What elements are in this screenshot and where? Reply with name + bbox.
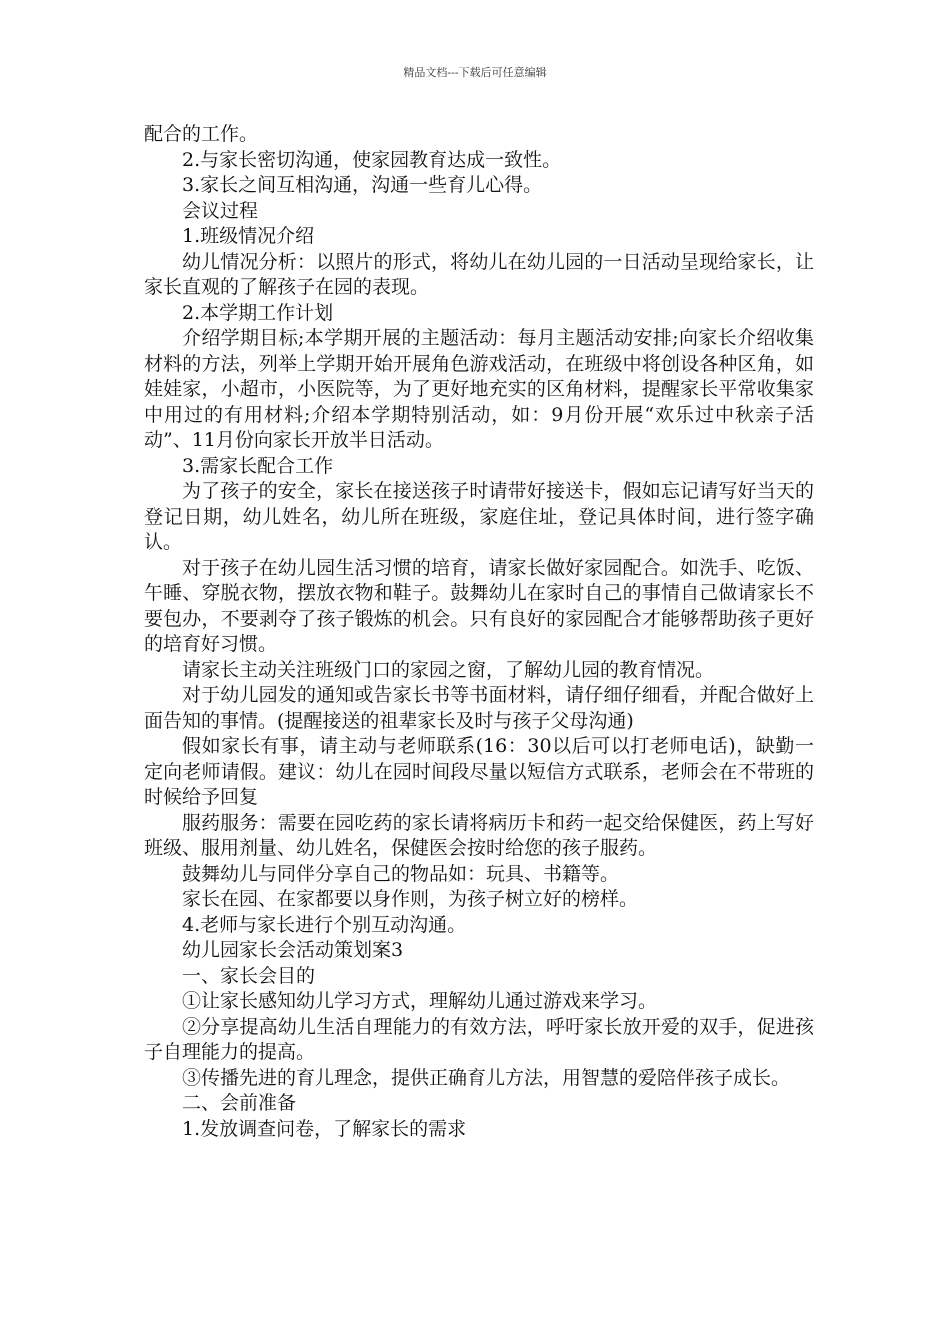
paragraph: 1.发放调查问卷，了解家长的需求 xyxy=(182,1117,467,1140)
paragraph: ②分享提高幼儿生活自理能力的有效方法，呼吁家长放开爱的双手，促进孩子自理能力的提高。 xyxy=(144,1015,814,1063)
paragraph: 假如家长有事，请主动与老师联系(16：30以后可以打老师电话)，缺勤一定向老师请假。建议：幼儿在园时间段尽量以短信方式联系，老师会在不带班的时候给予回复 xyxy=(144,735,814,808)
document-body xyxy=(144,122,814,1142)
section-heading: 会议过程 xyxy=(182,199,259,222)
paragraph: 幼儿情况分析：以照片的形式，将幼儿在幼儿园的一日活动呈现给家长，让家长直观的了解孩子在园的表现。 xyxy=(144,250,814,298)
paragraph: 1.班级情况介绍 xyxy=(182,225,315,247)
section-heading: 幼儿园家长会活动策划案3 xyxy=(182,939,404,961)
paragraph: 鼓舞幼儿与同伴分享自己的物品如：玩具、书籍等。 xyxy=(182,862,620,885)
paragraph: 3.需家长配合工作 xyxy=(182,454,334,477)
paragraph: ①让家长感知幼儿学习方式，理解幼儿通过游戏来学习。 xyxy=(182,990,658,1012)
paragraph: 2.本学期工作计划 xyxy=(182,301,334,324)
paragraph: 对于孩子在幼儿园生活习惯的培育，请家长做好家园配合。如洗手、吃饭、午睡、穿脱衣物，摆放衣物和鞋子。鼓舞幼儿在家时自己的事情自己做请家长不要包办，不要剥夺了孩子锻炼的机会。只有良好的家园配合才能够帮助孩子更好的培育好习惯。 xyxy=(144,556,814,655)
paragraph: 3.家长之间互相沟通，沟通一些育儿心得。 xyxy=(182,174,543,196)
paragraph: 介绍学期目标;本学期开展的主题活动：每月主题活动安排;向家长介绍收集材料的方法，列举上学期开始开展角色游戏活动，在班级中将创设各种区角，如娃娃家，小超市，小医院等，为了更好地充实的区角材料，提醒家长平常收集家中用过的有用材料;介绍本学期特别活动，如：9月份开展“欢乐过中秋亲子活动”、11月份向家长开放半日活动。 xyxy=(144,327,814,451)
paragraph: 请家长主动关注班级门口的家园之窗，了解幼儿园的教育情况。 xyxy=(182,658,715,681)
section-heading: 一、家长会目的 xyxy=(182,964,316,987)
page-header: 精品文档---下载后可任意编辑 xyxy=(403,66,547,79)
paragraph: 配合的工作。 xyxy=(144,123,259,145)
paragraph: 服药服务：需要在园吃药的家长请将病历卡和药一起交给保健医，药上写好班级、服用剂量、幼儿姓名，保健医会按时给您的孩子服药。 xyxy=(144,811,814,859)
section-heading: 二、会前准备 xyxy=(182,1092,297,1114)
paragraph: 为了孩子的安全，家长在接送孩子时请带好接送卡，假如忘记请写好当天的登记日期，幼儿姓名，幼儿所在班级，家庭住址，登记具体时间，进行签字确认。 xyxy=(144,480,814,553)
paragraph: ③传播先进的育儿理念，提供正确育儿方法，用智慧的爱陪伴孩子成长。 xyxy=(182,1066,791,1089)
paragraph: 2.与家长密切沟通，使家园教育达成一致性。 xyxy=(182,148,562,171)
paragraph: 家长在园、在家都要以身作则，为孩子树立好的榜样。 xyxy=(182,888,639,910)
paragraph: 对于幼儿园发的通知或告家长书等书面材料，请仔细仔细看，并配合做好上面告知的事情。(提醒接送的祖辈家长及时与孩子父母沟通) xyxy=(144,684,814,732)
paragraph: 4.老师与家长进行个别互动沟通。 xyxy=(182,913,467,936)
